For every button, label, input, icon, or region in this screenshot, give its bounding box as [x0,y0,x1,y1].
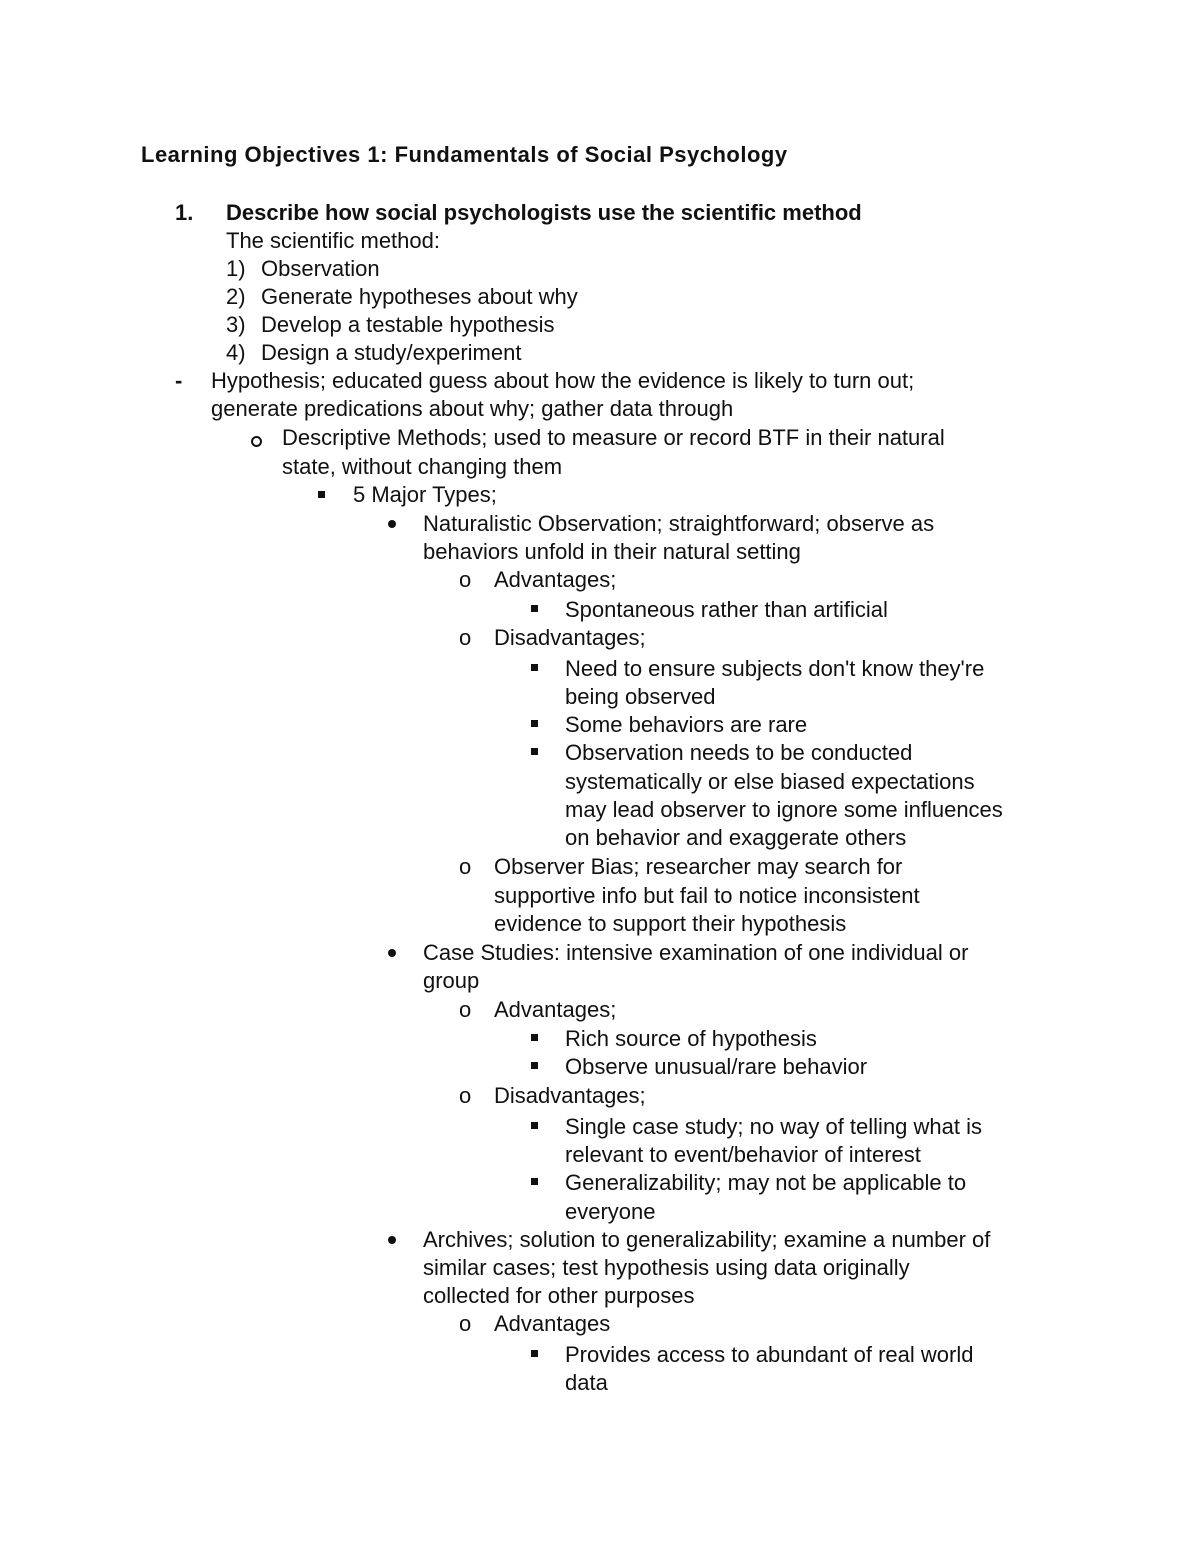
square-bullet-icon [531,1034,538,1041]
document-title: Learning Objectives 1: Fundamentals of Social Psychology [141,142,788,167]
disadvantage-item: Observation needs to be conducted [565,740,913,765]
disadvantages-label: Disadvantages; [494,625,646,650]
disadvantage-item: Single case study; no way of telling what is [565,1114,983,1139]
disadvantage-item: Generalizability; may not be applicable to [565,1170,967,1195]
naturalistic-text: Naturalistic Observation; straightforward; observe as [423,511,935,536]
advantage-item: Rich source of hypothesis [565,1026,817,1051]
disadvantage-item: everyone [565,1199,656,1224]
filled-circle-bullet-icon [388,520,396,528]
major-types-label: 5 Major Types; [353,482,497,507]
disadvantage-item: relevant to event/behavior of interest [565,1142,921,1167]
advantages-label: Advantages [494,1311,611,1336]
disadvantages-label: Disadvantages; [494,1083,646,1108]
square-bullet-icon [531,1122,538,1129]
advantage-item: Spontaneous rather than artificial [565,597,888,622]
advantage-item: Observe unusual/rare behavior [565,1054,868,1079]
hypothesis-text: generate predications about why; gather data through [211,396,734,421]
square-bullet-icon [531,1062,538,1069]
hollow-circle-bullet-icon [251,436,262,447]
square-bullet-icon [531,720,538,727]
step-text: Generate hypotheses about why [261,284,578,309]
o-bullet: o [459,854,472,879]
case-studies-text: Case Studies: intensive examination of one individual or [423,940,969,965]
square-bullet-icon [531,748,538,755]
observer-bias-text: Observer Bias; researcher may search for [494,854,903,879]
observer-bias-text: supportive info but fail to notice inconsistent [494,883,920,908]
advantage-item: Provides access to abundant of real world [565,1342,974,1367]
naturalistic-text: behaviors unfold in their natural setting [423,539,801,564]
archives-text: similar cases; test hypothesis using data originally [423,1255,910,1280]
case-studies-text: group [423,968,480,993]
o-bullet: o [459,625,472,650]
square-bullet-icon [531,664,538,671]
step-number: 3) [226,312,246,337]
filled-circle-bullet-icon [388,1236,396,1244]
archives-text: collected for other purposes [423,1283,695,1308]
o-bullet: o [459,1311,472,1336]
step-number: 1) [226,256,246,281]
descriptive-methods-text: Descriptive Methods; used to measure or record BTF in their natural [282,425,945,450]
step-text: Observation [261,256,380,281]
disadvantage-item: systematically or else biased expectations [565,769,975,794]
step-number: 2) [226,284,246,309]
step-text: Develop a testable hypothesis [261,312,555,337]
dash-bullet: - [175,368,183,393]
filled-circle-bullet-icon [388,949,396,957]
step-text: Design a study/experiment [261,340,522,365]
hypothesis-text: Hypothesis; educated guess about how the evidence is likely to turn out; [211,368,915,393]
advantages-label: Advantages; [494,997,617,1022]
square-bullet-icon [318,491,325,498]
disadvantage-item: may lead observer to ignore some influences [565,797,1003,822]
advantage-item: data [565,1370,608,1395]
advantages-label: Advantages; [494,567,617,592]
disadvantage-item: Some behaviors are rare [565,712,808,737]
disadvantage-item: on behavior and exaggerate others [565,825,907,850]
disadvantage-item: Need to ensure subjects don't know they're [565,656,985,681]
o-bullet: o [459,997,472,1022]
objective-heading: Describe how social psychologists use the scientific method [226,200,862,225]
square-bullet-icon [531,1178,538,1185]
method-intro: The scientific method: [226,228,440,253]
observer-bias-text: evidence to support their hypothesis [494,911,847,936]
disadvantage-item: being observed [565,684,716,709]
step-number: 4) [226,340,246,365]
descriptive-methods-text: state, without changing them [282,454,563,479]
objective-number: 1. [175,200,194,225]
square-bullet-icon [531,605,538,612]
o-bullet: o [459,1083,472,1108]
square-bullet-icon [531,1350,538,1357]
o-bullet: o [459,567,472,592]
archives-text: Archives; solution to generalizability; examine a number of [423,1227,991,1252]
